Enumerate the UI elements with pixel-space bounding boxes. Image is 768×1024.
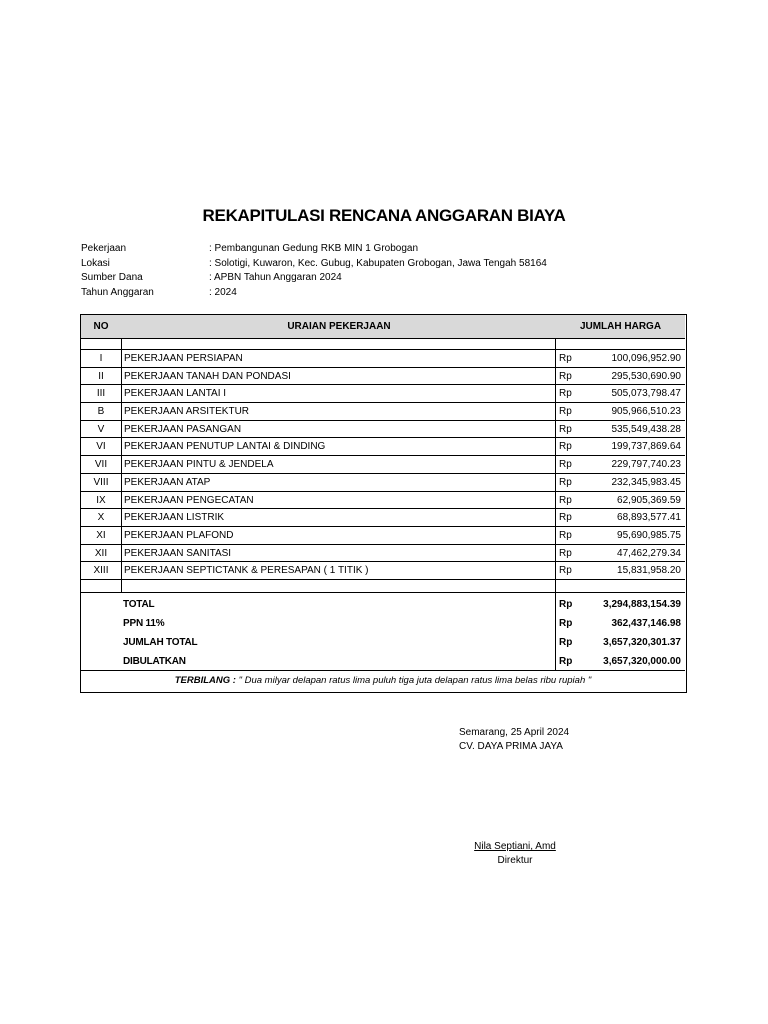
row-description: PEKERJAAN ARSITEKTUR xyxy=(124,406,250,418)
table-body xyxy=(81,349,685,587)
summary-row-dibulatkan xyxy=(81,652,685,671)
summary-label: PPN 11% xyxy=(123,618,165,629)
row-amount: 95,690,985.75 xyxy=(617,529,681,541)
row-amount: 199,737,869.64 xyxy=(611,441,681,453)
table-row xyxy=(81,544,685,562)
info-value: : APBN Tahun Anggaran 2024 xyxy=(209,272,342,284)
row-amount: 62,905,369.59 xyxy=(617,494,681,506)
row-currency: Rp xyxy=(559,441,572,453)
info-row-lokasi xyxy=(81,257,547,272)
row-description: PEKERJAAN SEPTICTANK & PERESAPAN ( 1 TITIK ) xyxy=(124,565,369,577)
table-row xyxy=(81,526,685,544)
info-value: : 2024 xyxy=(209,287,237,299)
summary-currency: Rp xyxy=(559,656,573,667)
row-description: PEKERJAAN SANITASI xyxy=(124,547,232,559)
row-amount: 100,096,952.90 xyxy=(611,353,681,364)
row-amount: 229,797,740.23 xyxy=(611,459,681,471)
row-amount: 68,893,577.41 xyxy=(617,512,681,524)
table-row xyxy=(81,491,685,509)
row-description: PEKERJAAN ATAP xyxy=(124,476,211,488)
summary-label: JUMLAH TOTAL xyxy=(123,637,198,648)
info-label: Lokasi xyxy=(81,257,110,269)
row-description: PEKERJAAN LISTRIK xyxy=(124,512,225,524)
terbilang-label: TERBILANG : xyxy=(174,675,236,686)
row-description: PEKERJAAN TANAH DAN PONDASI xyxy=(124,370,291,382)
row-currency: Rp xyxy=(559,406,572,418)
row-currency: Rp xyxy=(559,494,572,506)
row-no: X xyxy=(97,512,105,524)
table-row xyxy=(81,402,685,420)
table-row xyxy=(81,561,685,579)
row-no: VI xyxy=(96,441,106,453)
info-row-pekerjaan xyxy=(81,242,547,257)
summary-currency: Rp xyxy=(559,618,573,629)
row-no: IX xyxy=(96,494,106,506)
info-label: Pekerjaan xyxy=(81,243,127,254)
row-currency: Rp xyxy=(559,370,572,382)
table-header xyxy=(81,315,685,339)
row-amount: 232,345,983.45 xyxy=(611,476,681,488)
place-date: Semarang, 25 April 2024 xyxy=(459,727,570,738)
table-row xyxy=(81,367,685,385)
info-value: : Solotigi, Kuwaron, Kec. Gubug, Kabupaten Grobogan, Jawa Tengah 58164 xyxy=(209,257,547,269)
table-row xyxy=(81,455,685,473)
row-currency: Rp xyxy=(559,353,572,364)
row-no: XII xyxy=(94,547,108,559)
info-label: Sumber Dana xyxy=(81,272,143,284)
summary-row-jumlah-total xyxy=(81,633,685,652)
summary-currency: Rp xyxy=(559,599,573,610)
row-no: XI xyxy=(96,529,106,541)
header-no: NO xyxy=(93,321,109,332)
table-row xyxy=(81,349,685,367)
header-description: URAIAN PEKERJAAN xyxy=(287,321,391,332)
row-no: VII xyxy=(94,459,108,471)
summary-amount: 3,657,320,000.00 xyxy=(603,656,681,667)
project-info xyxy=(81,242,547,301)
row-no: XIII xyxy=(93,565,109,577)
row-description: PEKERJAAN LANTAI I xyxy=(124,388,227,400)
terbilang-text: " Dua milyar delapan ratus lima puluh tiga juta delapan ratus lima belas ribu rupiah " xyxy=(235,675,592,686)
summary-row-ppn xyxy=(81,614,685,633)
signature-header xyxy=(459,726,569,754)
company-name: CV. DAYA PRIMA JAYA xyxy=(459,741,563,752)
table-row xyxy=(81,420,685,438)
table-row xyxy=(81,384,685,402)
row-currency: Rp xyxy=(559,476,572,488)
row-description: PEKERJAAN PERSIAPAN xyxy=(124,353,243,364)
row-no: III xyxy=(96,388,106,400)
row-description: PEKERJAAN PENGECATAN xyxy=(124,494,254,506)
signatory-name: Nila Septiani, Amd xyxy=(474,841,556,852)
budget-recap-table xyxy=(80,314,687,693)
row-no: V xyxy=(97,423,105,435)
row-description: PEKERJAAN PASANGAN xyxy=(124,423,242,435)
row-no: VIII xyxy=(93,476,109,488)
row-currency: Rp xyxy=(559,388,572,400)
row-no: B xyxy=(97,406,105,418)
row-description: PEKERJAAN PINTU & JENDELA xyxy=(124,459,274,471)
signatory-position: Direktur xyxy=(497,855,533,866)
terbilang-row xyxy=(81,670,685,693)
info-row-tahun-anggaran xyxy=(81,286,547,301)
row-amount: 295,530,690.90 xyxy=(611,370,681,382)
header-amount: JUMLAH HARGA xyxy=(579,321,662,332)
row-description: PEKERJAAN PENUTUP LANTAI & DINDING xyxy=(124,441,326,453)
document-title: REKAPITULASI RENCANA ANGGARAN BIAYA xyxy=(202,206,566,225)
row-amount: 505,073,798.47 xyxy=(611,388,681,400)
info-value: : Pembangunan Gedung RKB MIN 1 Grobogan xyxy=(209,243,419,254)
row-currency: Rp xyxy=(559,565,572,577)
row-description: PEKERJAAN PLAFOND xyxy=(124,529,234,541)
row-no: II xyxy=(98,370,104,382)
summary-row-total xyxy=(81,595,685,614)
row-amount: 535,549,438.28 xyxy=(611,423,681,435)
signatory xyxy=(440,840,590,868)
row-currency: Rp xyxy=(559,529,572,541)
row-amount: 905,966,510.23 xyxy=(611,406,681,418)
row-amount: 15,831,958.20 xyxy=(617,565,681,577)
summary-amount: 362,437,146.98 xyxy=(611,618,681,629)
summary-label: TOTAL xyxy=(123,599,155,610)
table-row xyxy=(81,437,685,455)
summary-currency: Rp xyxy=(559,637,573,648)
info-label: Tahun Anggaran xyxy=(81,287,154,299)
info-row-sumber-dana xyxy=(81,271,547,286)
row-no: I xyxy=(99,353,103,364)
table-row xyxy=(81,508,685,526)
summary-label: DIBULATKAN xyxy=(123,656,186,667)
row-currency: Rp xyxy=(559,423,572,435)
row-currency: Rp xyxy=(559,459,572,471)
row-amount: 47,462,279.34 xyxy=(617,547,681,559)
row-currency: Rp xyxy=(559,512,572,524)
summary-amount: 3,294,883,154.39 xyxy=(603,599,681,610)
table-row xyxy=(81,473,685,491)
row-currency: Rp xyxy=(559,547,572,559)
summary-amount: 3,657,320,301.37 xyxy=(603,637,681,648)
summary-block xyxy=(81,592,685,671)
table-row-spacer xyxy=(81,579,685,587)
